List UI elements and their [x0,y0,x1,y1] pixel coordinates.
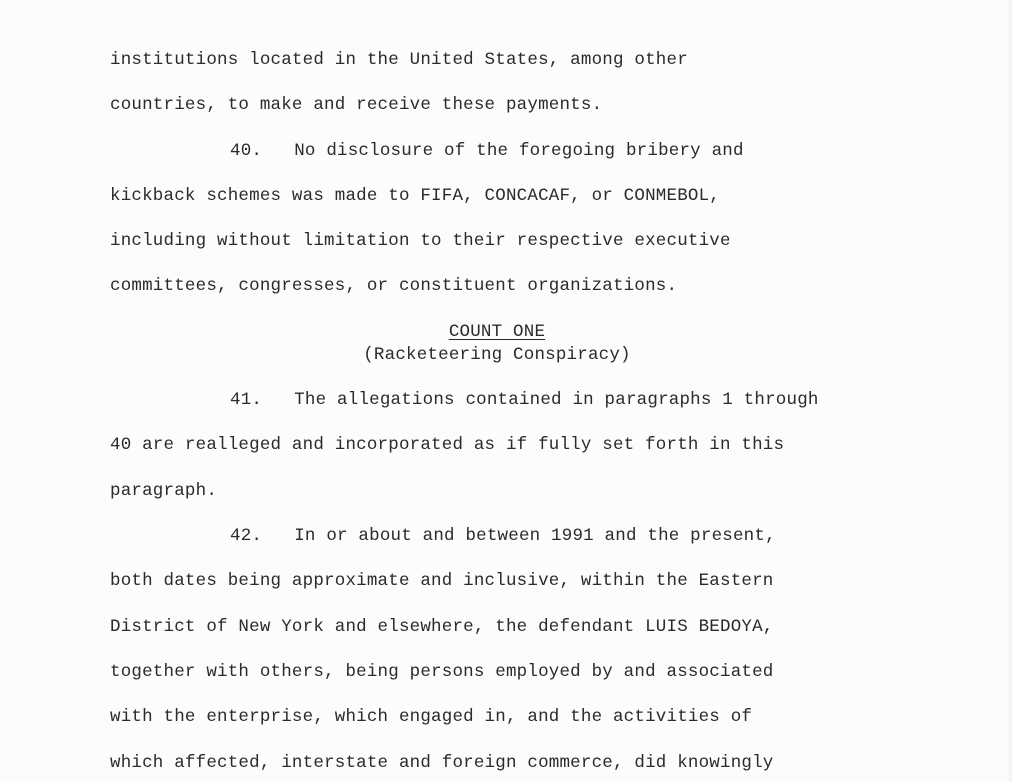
paragraph-42-start: 42. In or about and between 1991 and the present, [230,526,776,546]
text-line: 40 are realleged and incorporated as if fully set forth in this [110,435,785,455]
text-line: countries, to make and receive these payments. [110,95,603,115]
text-line: including without limitation to their respective executive [110,231,731,251]
text-line: which affected, interstate and foreign commerce, did knowingly [110,753,774,773]
text-line: District of New York and elsewhere, the defendant LUIS BEDOYA, [110,617,774,637]
count-subheading: (Racketeering Conspiracy) [363,345,631,365]
text-line: both dates being approximate and inclusive, within the Eastern [110,571,774,591]
text-line: together with others, being persons employed by and associated [110,662,774,682]
paragraph-40-start: 40. No disclosure of the foregoing bribery and [230,141,744,161]
paragraph-41-start: 41. The allegations contained in paragraphs 1 through [230,390,819,410]
count-heading-text: COUNT ONE [448,322,546,342]
text-line: kickback schemes was made to FIFA, CONCACAF, or CONMEBOL, [110,186,720,206]
scan-edge-shadow [1006,0,1012,782]
count-heading [0,321,994,343]
text-line: committees, congresses, or constituent organizations. [110,276,678,296]
text-line: paragraph. [110,481,218,501]
text-line: with the enterprise, which engaged in, and the activities of [110,707,753,727]
text-line: institutions located in the United States, among other [110,50,688,70]
